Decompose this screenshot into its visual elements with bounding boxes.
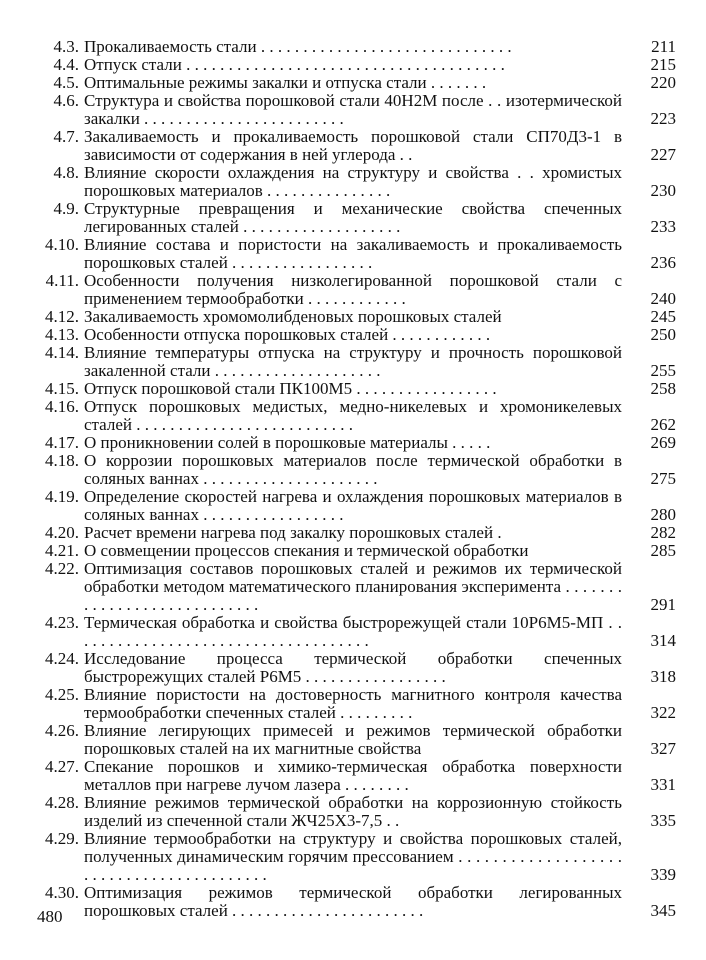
toc-entry-title: Влияние легирующих примесей и режимов термической обработки порошковых сталей на их магнитные свойства — [84, 721, 622, 758]
toc-entry-title: Особенности получения низколегированной порошковой стали с применением термообработки . . . . . . . . . . . . — [84, 271, 622, 308]
toc-entry-number: 4.22. — [45, 559, 79, 578]
toc-entry-number: 4.24. — [45, 649, 79, 668]
toc-entry — [36, 722, 676, 758]
toc-entry — [36, 56, 676, 74]
toc-entry-title: Влияние пористости на достоверность магнитного контроля качества термообработки спеченных сталей . . . . . . . . . — [84, 685, 622, 722]
toc-entry — [36, 236, 676, 272]
toc-entry-page: 285 — [650, 541, 676, 560]
toc-entry — [36, 74, 676, 92]
toc-entry — [36, 326, 676, 344]
toc-entry-number: 4.29. — [45, 829, 79, 848]
toc-entry-title: О проникновении солей в порошковые материалы . . . . . — [84, 433, 491, 452]
toc-entry — [36, 434, 676, 452]
toc-entry — [36, 380, 676, 398]
table-of-contents — [36, 38, 676, 920]
toc-entry-number: 4.10. — [45, 235, 79, 254]
toc-entry-page: 318 — [650, 667, 676, 686]
toc-entry-page: 339 — [650, 865, 676, 884]
toc-entry-page: 233 — [650, 217, 676, 236]
toc-entry-number: 4.18. — [45, 451, 79, 470]
toc-entry-page: 269 — [650, 433, 676, 452]
toc-entry-title: Термическая обработка и свойства быстрорежущей стали 10Р6М5-МП . . . . . . . . . . . . . . . . . . . . . . . . . . . . . . . . . . . . — [84, 613, 622, 650]
toc-entry — [36, 164, 676, 200]
toc-entry-page: 345 — [650, 901, 676, 920]
toc-entry — [36, 686, 676, 722]
toc-entry — [36, 272, 676, 308]
toc-entry-number: 4.17. — [45, 433, 79, 452]
toc-entry-title: Определение скоростей нагрева и охлаждения порошковых материалов в соляных ваннах . . . . . . . . . . . . . . . . . — [84, 487, 622, 524]
toc-entry-number: 4.27. — [45, 757, 79, 776]
page-number: 480 — [37, 907, 63, 926]
toc-entry-page: 258 — [650, 379, 676, 398]
toc-entry-page: 250 — [650, 325, 676, 344]
toc-entry — [36, 488, 676, 524]
toc-entry-number: 4.14. — [45, 343, 79, 362]
toc-entry-title: Структура и свойства порошковой стали 40Н2М после . . изотермической закалки . . . . . . . . . . . . . . . . . . . . . . . . — [84, 91, 622, 128]
toc-entry-page: 280 — [650, 505, 676, 524]
toc-entry-number: 4.25. — [45, 685, 79, 704]
toc-entry-title: Прокаливаемость стали . . . . . . . . . . . . . . . . . . . . . . . . . . . . . . — [84, 37, 512, 56]
toc-entry-page: 215 — [650, 55, 676, 74]
toc-entry-title: Влияние режимов термической обработки на коррозионную стойкость изделий из спеченной стали ЖЧ25Х3-7,5 . . — [84, 793, 622, 830]
toc-entry-page: 255 — [650, 361, 676, 380]
toc-entry-page: 275 — [650, 469, 676, 488]
toc-entry-page: 236 — [650, 253, 676, 272]
toc-entry-page: 211 — [651, 37, 676, 56]
toc-entry — [36, 308, 676, 326]
toc-entry-title: Особенности отпуска порошковых сталей . . . . . . . . . . . . — [84, 325, 491, 344]
toc-entry-title: Оптимизация режимов термической обработки легированных порошковых сталей . . . . . . . . . . . . . . . . . . . . . . . — [84, 883, 622, 920]
toc-entry-page: 314 — [650, 631, 676, 650]
toc-entry-number: 4.5. — [53, 73, 79, 92]
toc-entry-number: 4.12. — [45, 307, 79, 326]
toc-entry-number: 4.28. — [45, 793, 79, 812]
toc-entry — [36, 758, 676, 794]
toc-entry-page: 262 — [650, 415, 676, 434]
toc-entry — [36, 650, 676, 686]
toc-entry-title: Структурные превращения и механические свойства спеченных легированных сталей . . . . . . . . . . . . . . . . . . . — [84, 199, 622, 236]
toc-entry — [36, 560, 676, 614]
toc-entry-title: О коррозии порошковых материалов после термической обработки в соляных ваннах . . . . . . . . . . . . . . . . . . . . . — [84, 451, 622, 488]
toc-entry-number: 4.6. — [53, 91, 79, 110]
toc-entry — [36, 92, 676, 128]
toc-entry-number: 4.20. — [45, 523, 79, 542]
toc-entry-number: 4.8. — [53, 163, 79, 182]
toc-entry-title: Влияние скорости охлаждения на структуру и свойства . . хромистых порошковых материалов . . . . . . . . . . . . . . . — [84, 163, 622, 200]
toc-entry-title: О совмещении процессов спекания и термической обработки — [84, 541, 529, 560]
toc-entry — [36, 794, 676, 830]
toc-entry — [36, 542, 676, 560]
toc-entry-number: 4.19. — [45, 487, 79, 506]
toc-entry — [36, 884, 676, 920]
toc-entry-page: 331 — [650, 775, 676, 794]
toc-entry-page: 291 — [650, 595, 676, 614]
toc-entry-title: Отпуск порошковой стали ПК100М5 . . . . . . . . . . . . . . . . . — [84, 379, 497, 398]
toc-entry-number: 4.21. — [45, 541, 79, 560]
toc-entry-title: Закаливаемость хромомолибденовых порошковых сталей — [84, 307, 502, 326]
toc-entry — [36, 38, 676, 56]
toc-entry — [36, 398, 676, 434]
toc-entry-number: 4.9. — [53, 199, 79, 218]
toc-entry-page: 245 — [650, 307, 676, 326]
toc-entry-number: 4.23. — [45, 613, 79, 632]
toc-entry — [36, 452, 676, 488]
toc-entry-number: 4.30. — [45, 883, 79, 902]
toc-entry-page: 223 — [650, 109, 676, 128]
toc-entry-title: Закаливаемость и прокаливаемость порошковой стали СП70Д3-1 в зависимости от содержания в ней углерода . . — [84, 127, 622, 164]
toc-entry-title: Отпуск порошковых медистых, медно-никелевых и хромоникелевых сталей . . . . . . . . . . . . . . . . . . . . . . . . . . — [84, 397, 622, 434]
toc-entry — [36, 128, 676, 164]
toc-entry-title: Оптимизация составов порошковых сталей и режимов их термической обработки методом математического планирования эксперимента . . . . . . . . . . . . . . . . . . . . . . . . . . . . — [84, 559, 622, 614]
toc-entry-title: Влияние термообработки на структуру и свойства порошковых сталей, полученных динамическим горячим прессованием . . . . . . . . . . . . . . . . . . . . . . . . . . . . . . . . . . . . . . . . . — [84, 829, 622, 884]
toc-entry-title: Влияние температуры отпуска на структуру и прочность порошковой закаленной стали . . . . . . . . . . . . . . . . . . . . — [84, 343, 622, 380]
toc-entry — [36, 200, 676, 236]
toc-entry-page: 227 — [650, 145, 676, 164]
toc-entry-number: 4.16. — [45, 397, 79, 416]
toc-entry-page: 220 — [650, 73, 676, 92]
toc-entry-title: Спекание порошков и химико-термическая обработка поверхности металлов при нагреве лучом лазера . . . . . . . . — [84, 757, 622, 794]
toc-entry-title: Влияние состава и пористости на закаливаемость и прокаливаемость порошковых сталей . . . . . . . . . . . . . . . . . — [84, 235, 622, 272]
toc-entry-page: 322 — [650, 703, 676, 722]
toc-entry-title: Исследование процесса термической обработки спеченных быстрорежущих сталей Р6М5 . . . . . . . . . . . . . . . . . — [84, 649, 622, 686]
toc-entry-page: 282 — [650, 523, 676, 542]
toc-entry-number: 4.4. — [53, 55, 79, 74]
toc-entry-number: 4.7. — [53, 127, 79, 146]
toc-entry-title: Отпуск стали . . . . . . . . . . . . . . . . . . . . . . . . . . . . . . . . . . . . . . — [84, 55, 505, 74]
toc-entry-page: 335 — [650, 811, 676, 830]
toc-entry-number: 4.13. — [45, 325, 79, 344]
toc-entry — [36, 344, 676, 380]
toc-entry — [36, 614, 676, 650]
toc-entry-number: 4.3. — [53, 37, 79, 56]
toc-entry-title: Расчет времени нагрева под закалку порошковых сталей . — [84, 523, 502, 542]
toc-entry — [36, 830, 676, 884]
toc-entry-page: 240 — [650, 289, 676, 308]
toc-entry — [36, 524, 676, 542]
toc-entry-number: 4.26. — [45, 721, 79, 740]
toc-entry-number: 4.15. — [45, 379, 79, 398]
toc-entry-number: 4.11. — [45, 271, 79, 290]
toc-entry-title: Оптимальные режимы закалки и отпуска стали . . . . . . . — [84, 73, 487, 92]
toc-entry-page: 230 — [650, 181, 676, 200]
toc-entry-page: 327 — [650, 739, 676, 758]
